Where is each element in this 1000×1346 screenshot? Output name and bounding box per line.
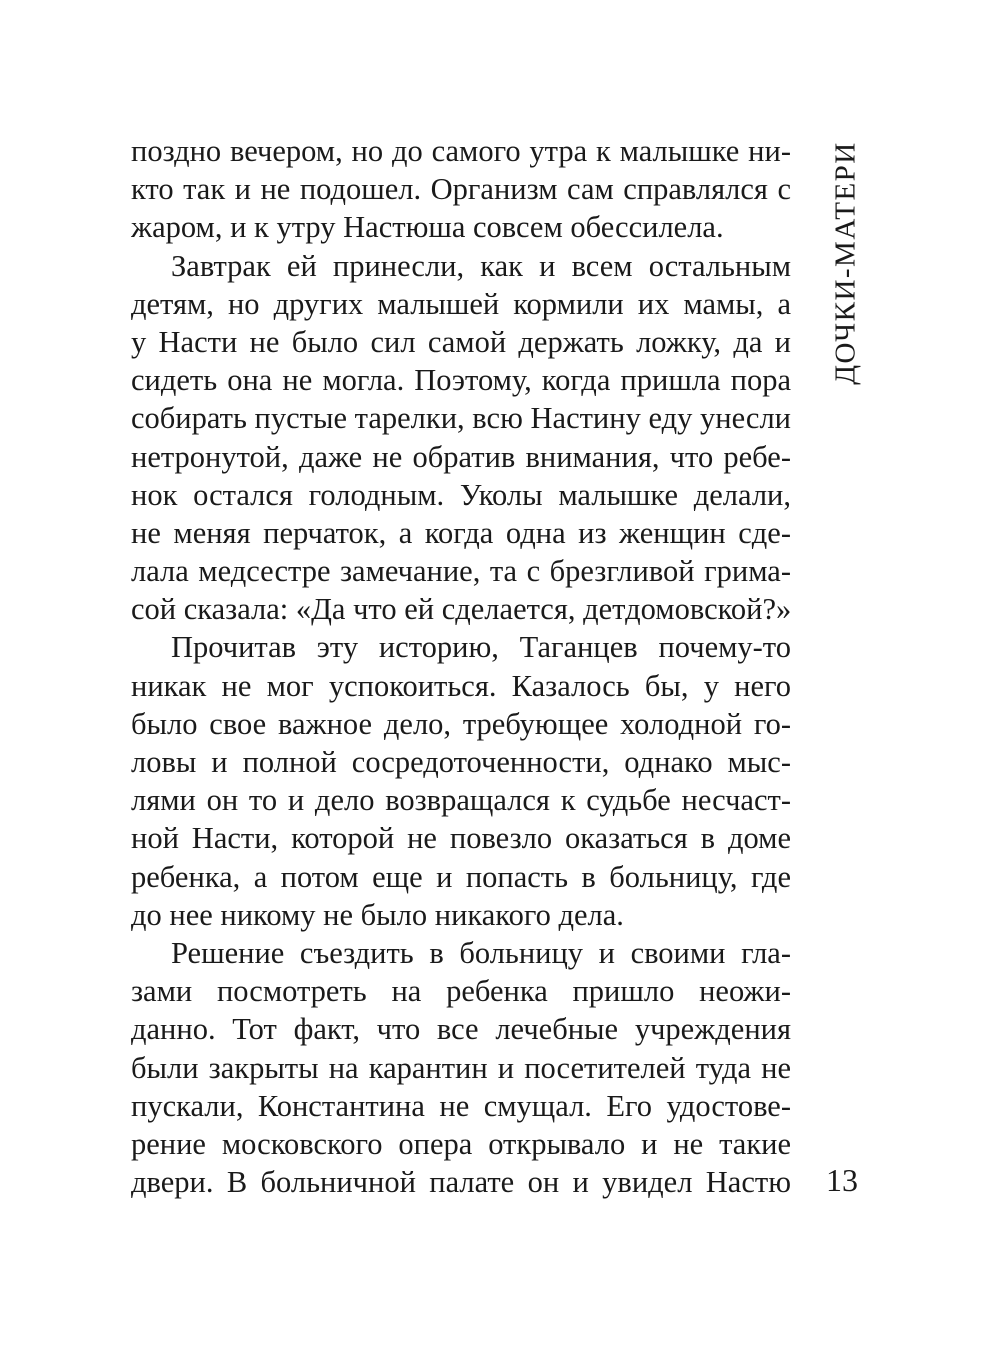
text-line: кто так и не подошел. Организм сам справлялся с xyxy=(131,172,791,207)
body-text xyxy=(131,132,791,1201)
text-line: рение московского опера открывало и не такие xyxy=(131,1126,791,1161)
text-line: детям, но других малышей кормили их мамы, а xyxy=(131,286,791,321)
text-line: лала медсестре замечание, та с брезгливой грима- xyxy=(131,554,791,589)
text-line: Решение съездить в больницу и своими гла- xyxy=(171,935,791,970)
running-title xyxy=(826,140,866,385)
text-line: сидеть она не могла. Поэтому, когда пришла пора xyxy=(131,363,791,398)
text-line: нетронутой, даже не обратив внимания, что ребе- xyxy=(131,439,791,474)
text-line: двери. В больничной палате он и увидел Настю xyxy=(131,1165,791,1200)
text-line: ребенка, а потом еще и попасть в больницу, где xyxy=(131,859,791,894)
text-line: поздно вечером, но до самого утра к малышке ни- xyxy=(131,134,791,168)
running-title-text: ДОЧКИ-МАТЕРИ xyxy=(829,140,862,385)
text-line: сой сказала: «Да что ей сделается, детдомовской?» xyxy=(131,592,791,627)
text-line: не меняя перчаток, а когда одна из женщин сде- xyxy=(131,515,791,550)
text-line: ловы и полной сосредоточенности, однако мыс- xyxy=(131,745,791,779)
text-line: ной Насти, которой не повезло оказаться в доме xyxy=(131,821,791,856)
text-line: Завтрак ей принесли, как и всем остальным xyxy=(171,248,791,283)
text-line: данно. Тот факт, что все лечебные учреждения xyxy=(131,1012,791,1047)
text-line: собирать пустые тарелки, всю Настину еду унесли xyxy=(131,401,791,436)
page-number: 13 xyxy=(826,1162,858,1198)
text-line: нок остался голодным. Уколы малышке делали, xyxy=(131,477,791,512)
text-line: у Насти не было сил самой держать ложку, да и xyxy=(131,324,791,359)
text-line: Прочитав эту историю, Таганцев почему-то xyxy=(171,630,791,665)
text-line: никак не мог успокоиться. Казалось бы, у него xyxy=(131,668,791,703)
text-line: пускали, Константина не смущал. Его удостове- xyxy=(131,1088,791,1123)
text-line: до нее никому не было никакого дела. xyxy=(131,897,624,932)
text-line: зами посмотреть на ребенка пришло неожи- xyxy=(131,974,791,1009)
text-line: были закрыты на карантин и посетителей туда не xyxy=(131,1050,791,1085)
text-line: было свое важное дело, требующее холодной го- xyxy=(131,706,791,741)
text-line: жаром, и к утру Настюша совсем обессилела. xyxy=(131,210,724,245)
text-line: лями он то и дело возвращался к судьбе несчаст- xyxy=(131,783,791,818)
